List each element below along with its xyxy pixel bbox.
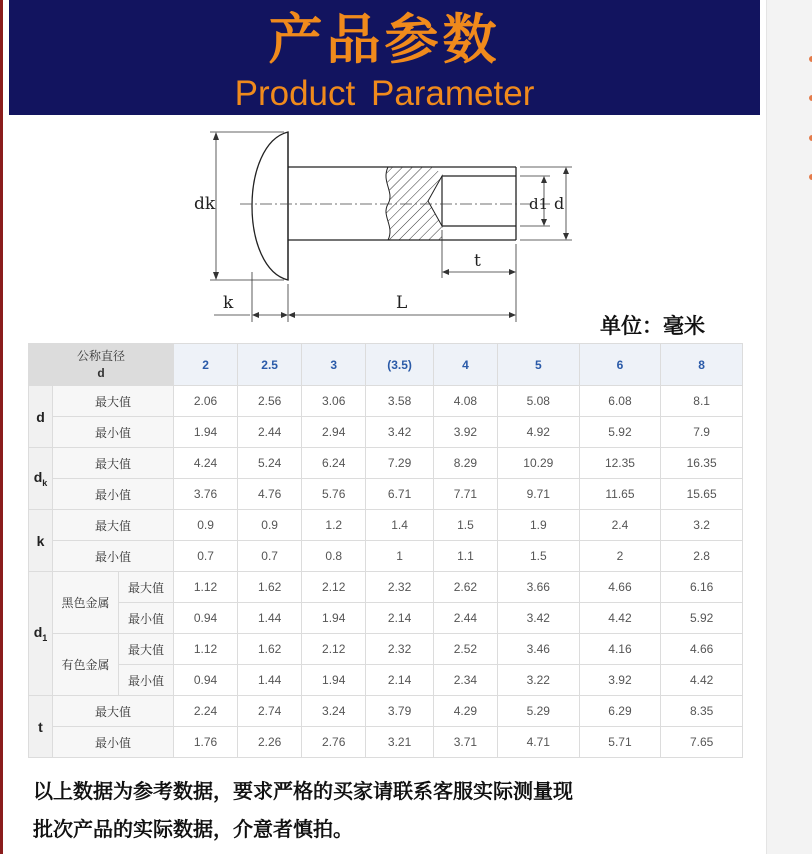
table-cell: 2.62 xyxy=(433,572,497,603)
table-header-row xyxy=(29,344,743,386)
right-side-panel xyxy=(766,0,812,854)
table-cell: 2.24 xyxy=(174,696,238,727)
table-cell: 3.22 xyxy=(497,665,579,696)
table-cell: 2.14 xyxy=(366,665,434,696)
table-cell: 5.92 xyxy=(661,603,743,634)
table-cell: 3.66 xyxy=(497,572,579,603)
header-corner-symbol: d xyxy=(97,365,105,380)
table-cell: 2.14 xyxy=(366,603,434,634)
min-label: 最小值 xyxy=(53,479,174,510)
table-cell: 4.71 xyxy=(497,727,579,758)
table-row xyxy=(29,417,743,448)
table-cell: 7.9 xyxy=(661,417,743,448)
max-label: 最大值 xyxy=(119,634,174,665)
table-cell: 2.94 xyxy=(302,417,366,448)
table-cell: 11.65 xyxy=(579,479,661,510)
table-cell: 5.24 xyxy=(238,448,302,479)
table-cell: 1.2 xyxy=(302,510,366,541)
table-cell: 0.7 xyxy=(174,541,238,572)
max-label: 最大值 xyxy=(53,448,174,479)
table-cell: 1 xyxy=(366,541,434,572)
min-label: 最小值 xyxy=(119,603,174,634)
label-k: k xyxy=(223,293,234,313)
table-cell: 2.8 xyxy=(661,541,743,572)
param-t: t xyxy=(29,696,53,758)
min-label: 最小值 xyxy=(53,541,174,572)
table-cell: 3.21 xyxy=(366,727,434,758)
unit-label: 单位：毫米 xyxy=(600,314,705,338)
table-cell: 7.71 xyxy=(433,479,497,510)
table-cell: 5.71 xyxy=(579,727,661,758)
table-cell: 3.71 xyxy=(433,727,497,758)
table-cell: 2.4 xyxy=(579,510,661,541)
table-cell: 1.5 xyxy=(497,541,579,572)
size-header: 2.5 xyxy=(238,344,302,386)
param-d1-sub: 1 xyxy=(42,632,48,643)
disclaimer-line-1: 以上数据为参考数据，要求严格的买家请联系客服实际测量现 xyxy=(33,779,573,803)
table-cell: 1.44 xyxy=(238,665,302,696)
size-header: 8 xyxy=(661,344,743,386)
table-cell: 3.76 xyxy=(174,479,238,510)
table-cell: 0.9 xyxy=(238,510,302,541)
table-cell: 2.34 xyxy=(433,665,497,696)
size-header: 3 xyxy=(302,344,366,386)
title-banner xyxy=(9,0,760,115)
table-cell: 7.29 xyxy=(366,448,434,479)
ferrous-metal-label: 黑色金属 xyxy=(53,572,119,634)
table-cell: 16.35 xyxy=(661,448,743,479)
table-cell: 3.46 xyxy=(497,634,579,665)
table-cell: 1.9 xyxy=(497,510,579,541)
table-cell: 0.8 xyxy=(302,541,366,572)
table-cell: 7.65 xyxy=(661,727,743,758)
table-row xyxy=(29,665,743,696)
min-label: 最小值 xyxy=(119,665,174,696)
table-cell: 5.76 xyxy=(302,479,366,510)
table-row xyxy=(29,386,743,417)
nonferrous-metal-label: 有色金属 xyxy=(53,634,119,696)
param-d: d xyxy=(29,386,53,448)
table-cell: 6.08 xyxy=(579,386,661,417)
table-cell: 3.92 xyxy=(579,665,661,696)
table-cell: 4.08 xyxy=(433,386,497,417)
table-cell: 3.2 xyxy=(661,510,743,541)
table-cell: 9.71 xyxy=(497,479,579,510)
table-cell: 2.74 xyxy=(238,696,302,727)
table-cell: 1.94 xyxy=(302,665,366,696)
min-label: 最小值 xyxy=(53,727,174,758)
table-row xyxy=(29,541,743,572)
table-row xyxy=(29,603,743,634)
table-cell: 10.29 xyxy=(497,448,579,479)
table-cell: 5.92 xyxy=(579,417,661,448)
rivet-drawing xyxy=(180,122,590,332)
table-cell: 3.42 xyxy=(366,417,434,448)
table-cell: 4.66 xyxy=(661,634,743,665)
table-cell: 3.79 xyxy=(366,696,434,727)
size-header: (3.5) xyxy=(366,344,434,386)
table-cell: 6.16 xyxy=(661,572,743,603)
table-cell: 3.58 xyxy=(366,386,434,417)
table-cell: 3.06 xyxy=(302,386,366,417)
param-dk-main: d xyxy=(33,469,43,486)
table-cell: 5.29 xyxy=(497,696,579,727)
size-header: 2 xyxy=(174,344,238,386)
table-cell: 6.29 xyxy=(579,696,661,727)
disclaimer-note xyxy=(33,772,753,848)
label-d: d xyxy=(554,194,565,213)
table-cell: 1.62 xyxy=(238,634,302,665)
header-corner xyxy=(29,344,174,386)
table-row xyxy=(29,448,743,479)
table-cell: 1.94 xyxy=(302,603,366,634)
table-cell: 4.66 xyxy=(579,572,661,603)
param-k: k xyxy=(29,510,53,572)
label-dk: dk xyxy=(194,194,216,214)
disclaimer-line-2: 批次产品的实际数据，介意者慎拍。 xyxy=(33,817,353,841)
max-label: 最大值 xyxy=(53,510,174,541)
table-cell: 2 xyxy=(579,541,661,572)
table-row xyxy=(29,634,743,665)
banner-title-cn: 产品参数 xyxy=(268,8,501,71)
param-dk-sub: k xyxy=(42,477,48,488)
param-d1-main: d xyxy=(33,624,43,641)
label-t: t xyxy=(474,251,481,271)
table-cell: 1.12 xyxy=(174,634,238,665)
table-cell: 0.94 xyxy=(174,603,238,634)
table-cell: 0.94 xyxy=(174,665,238,696)
size-header: 5 xyxy=(497,344,579,386)
table-cell: 0.9 xyxy=(174,510,238,541)
table-cell: 4.92 xyxy=(497,417,579,448)
min-label: 最小值 xyxy=(53,417,174,448)
table-cell: 2.56 xyxy=(238,386,302,417)
table-cell: 1.94 xyxy=(174,417,238,448)
table-cell: 4.29 xyxy=(433,696,497,727)
max-label: 最大值 xyxy=(53,386,174,417)
table-cell: 2.26 xyxy=(238,727,302,758)
parameter-table xyxy=(28,343,743,758)
table-cell: 1.1 xyxy=(433,541,497,572)
table-cell: 4.76 xyxy=(238,479,302,510)
table-cell: 3.92 xyxy=(433,417,497,448)
table-cell: 6.24 xyxy=(302,448,366,479)
table-row xyxy=(29,727,743,758)
table-row xyxy=(29,696,743,727)
table-cell: 3.42 xyxy=(497,603,579,634)
table-cell: 4.42 xyxy=(579,603,661,634)
max-label: 最大值 xyxy=(53,696,174,727)
param-d1 xyxy=(29,572,53,696)
max-label: 最大值 xyxy=(119,572,174,603)
table-cell: 1.12 xyxy=(174,572,238,603)
table-cell: 1.4 xyxy=(366,510,434,541)
table-cell: 1.76 xyxy=(174,727,238,758)
table-cell: 2.44 xyxy=(433,603,497,634)
table-row xyxy=(29,479,743,510)
table-cell: 8.1 xyxy=(661,386,743,417)
banner-title-en: Product Parameter xyxy=(234,74,535,113)
table-cell: 1.44 xyxy=(238,603,302,634)
table-cell: 2.12 xyxy=(302,572,366,603)
table-cell: 2.32 xyxy=(366,634,434,665)
label-d1: d1 xyxy=(529,195,549,213)
table-cell: 4.24 xyxy=(174,448,238,479)
table-cell: 2.06 xyxy=(174,386,238,417)
size-header: 4 xyxy=(433,344,497,386)
table-cell: 2.12 xyxy=(302,634,366,665)
table-cell: 2.32 xyxy=(366,572,434,603)
table-cell: 2.76 xyxy=(302,727,366,758)
table-cell: 12.35 xyxy=(579,448,661,479)
param-dk xyxy=(29,448,53,510)
table-cell: 0.7 xyxy=(238,541,302,572)
table-cell: 1.62 xyxy=(238,572,302,603)
table-cell: 6.71 xyxy=(366,479,434,510)
table-cell: 1.5 xyxy=(433,510,497,541)
table-row xyxy=(29,510,743,541)
size-header: 6 xyxy=(579,344,661,386)
table-cell: 3.24 xyxy=(302,696,366,727)
table-cell: 4.42 xyxy=(661,665,743,696)
table-cell: 15.65 xyxy=(661,479,743,510)
table-row xyxy=(29,572,743,603)
left-edge-bar xyxy=(0,0,3,854)
table-cell: 5.08 xyxy=(497,386,579,417)
table-cell: 2.52 xyxy=(433,634,497,665)
table-cell: 8.29 xyxy=(433,448,497,479)
table-cell: 4.16 xyxy=(579,634,661,665)
table-cell: 8.35 xyxy=(661,696,743,727)
header-corner-title: 公称直径 xyxy=(76,348,125,363)
table-cell: 2.44 xyxy=(238,417,302,448)
label-L: L xyxy=(396,293,408,313)
